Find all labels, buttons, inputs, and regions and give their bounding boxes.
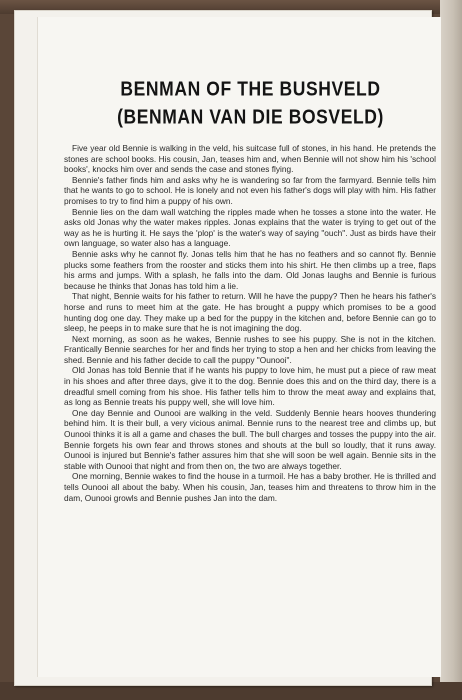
paragraph: Next morning, as soon as he wakes, Bennie rushes to see his puppy. She is not in the kitchen. Frantically Bennie searches for her and finds her trying to stop a hen and her chicks from leaving the shed. Bennie and his father decide to call the puppy "Ounooi". [64, 333, 436, 365]
paragraph: One morning, Bennie wakes to find the house in a turmoil. He has a baby brother. He is thrilled and tells Ounooi all about the baby. When his cousin, Jan, teases him and threatens to throw him in the dam, Ounooi growls and Bennie pushes Jan into the dam. [64, 471, 436, 503]
paragraph: Bennie lies on the dam wall watching the ripples made when he tosses a stone into the water. He asks old Jonas why the water makes ripples. Jonas explains that the water is trying to get out of the way as he is hurting it. He says the 'plop' is the water's way of saying "ouch". Just as birds have their own language, so water also has a language. [64, 206, 436, 249]
cover-sheet [14, 10, 436, 686]
paragraph: One day Bennie and Ounooi are walking in the veld. Suddenly Bennie hears hooves thundering behind him. It is their bull, a very vicious animal. Bennie runs to the nearest tree and climbs up, but Ounooi thinks it is all a game and chases the bull. The bull charges and tosses the puppy into the air. Bennie forgets his own fear and throws stones and shouts at the bull so loudly, that it runs away. Ounooi is injured but Bennie's father assures him that she will soon be well again. Bennie sits in the stable with Ounooi that night and from then on, the two are always together. [64, 407, 436, 471]
document-title [38, 75, 441, 130]
paragraph: Old Jonas has told Bennie that if he wants his puppy to love him, he must put a piece of raw meat in his shoes and after three days, give it to the dog. Bennie does this and on the third day, there is a dreadful smell coming from his shoe. His father tells him to throw the meat away and explains that, as long as Bennie treats his puppy well, she will love him. [64, 365, 436, 408]
paragraph: That night, Bennie waits for his father to return. Will he have the puppy? Then he hears his father's horse and runs to meet him at the gate. He has brought a puppy which promises to be a good hunting dog one day. They make up a bed for the puppy in the kitchen and, before Bennie can go to sleep, he peeps in to make sure that he is not imagining the dog. [64, 291, 436, 334]
story-text [64, 143, 436, 503]
paragraph: Bennie's father finds him and asks why he is wandering so far from the farmyard. Bennie tells him that he wants to go to school. He is lonely and not even his father's dogs will play with him. His father promises to try to find him a puppy of his own. [64, 174, 436, 206]
title-line-2: (BENMAN VAN DIE BOSVELD) [117, 104, 384, 128]
title-line-1: BENMAN OF THE BUSHVELD [120, 77, 381, 101]
case-right-edge [440, 0, 462, 700]
document-page [37, 17, 441, 677]
paragraph: Five year old Bennie is walking in the veld, his suitcase full of stones, in his hand. He pretends the stones are school books. His cousin, Jan, teases him and, when Bennie will not show him his 'school books', knocks him over and sends the case and stones flying. [64, 143, 436, 175]
paragraph: Bennie asks why he cannot fly. Jonas tells him that he has no feathers and so cannot fly. Bennie plucks some feathers from the rooster and sticks them into his shirt. He then climbs up a tree, flaps his arms and jumps. With a splash, he falls into the dam. Old Jonas laughs and Bennie is furious because he thinks that Jonas has told him a lie. [64, 248, 436, 291]
